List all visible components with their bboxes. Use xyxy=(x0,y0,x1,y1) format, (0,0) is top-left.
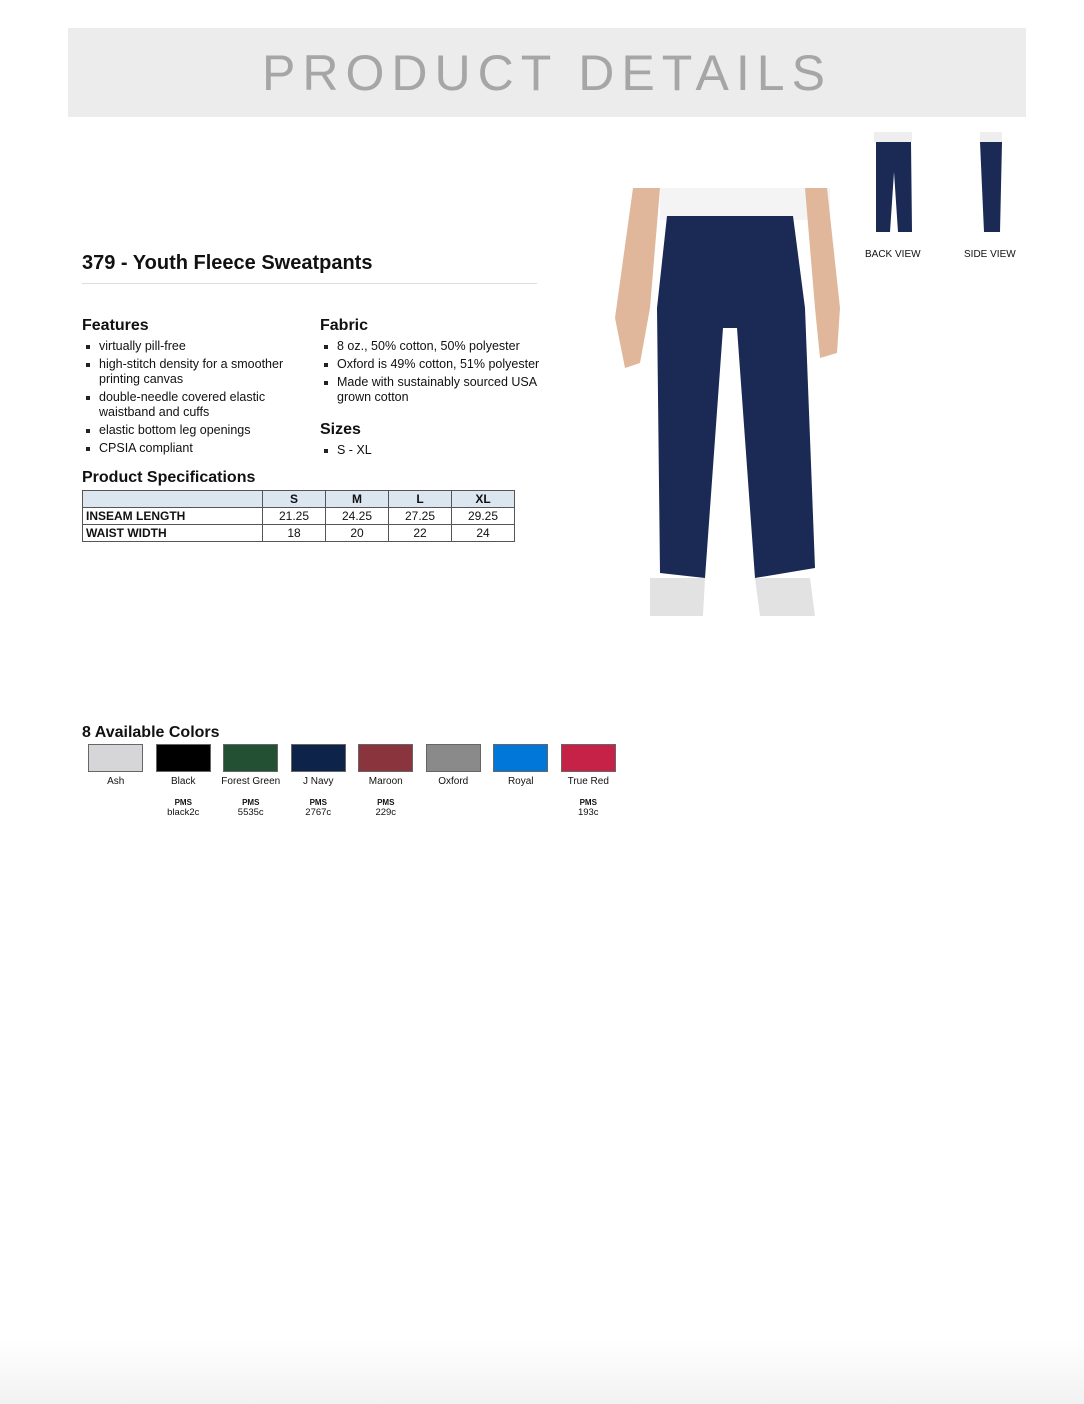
features-heading: Features xyxy=(82,317,149,334)
pms-label: PMS xyxy=(242,798,260,807)
swatch-box[interactable] xyxy=(358,744,413,772)
table-row xyxy=(83,508,515,525)
swatch-box[interactable] xyxy=(223,744,278,772)
pms-value: 229c xyxy=(375,807,397,818)
specs-table xyxy=(82,490,515,542)
list-item: CPSIA compliant xyxy=(82,441,297,456)
colors-heading: 8 Available Colors xyxy=(82,724,220,741)
back-view-label: BACK VIEW xyxy=(865,249,921,260)
list-item: Oxford is 49% cotton, 51% polyester xyxy=(320,357,545,372)
cell: 29.25 xyxy=(452,508,515,525)
col-header: S xyxy=(263,491,326,508)
color-name: Ash xyxy=(107,776,125,787)
list-item: S - XL xyxy=(320,443,520,458)
table-row xyxy=(83,525,515,542)
color-swatch[interactable] xyxy=(555,744,623,818)
color-swatch[interactable] xyxy=(150,744,218,818)
color-swatch[interactable] xyxy=(217,744,285,818)
swatch-box[interactable] xyxy=(156,744,211,772)
color-name: Royal xyxy=(507,776,534,787)
color-swatches xyxy=(82,744,622,818)
header-banner xyxy=(68,28,1026,117)
pms-value: black2c xyxy=(167,807,200,818)
row-label: WAIST WIDTH xyxy=(83,525,263,542)
corner-cell xyxy=(83,491,263,508)
cell: 22 xyxy=(389,525,452,542)
product-title: 379 - Youth Fleece Sweatpants xyxy=(82,252,373,274)
swatch-box[interactable] xyxy=(88,744,143,772)
color-name: Oxford xyxy=(438,776,469,787)
list-item: Made with sustainably sourced USA grown cotton xyxy=(320,375,545,405)
fabric-heading: Fabric xyxy=(320,317,369,334)
list-item: 8 oz., 50% cotton, 50% polyester xyxy=(320,339,545,354)
color-name: J Navy xyxy=(302,776,334,787)
sizes-list xyxy=(320,443,520,461)
sizes-heading: Sizes xyxy=(320,421,361,438)
pms-label: PMS xyxy=(377,798,395,807)
specs-heading: Product Specifications xyxy=(82,469,256,486)
pms-label: PMS xyxy=(309,798,327,807)
features-list xyxy=(82,339,297,459)
cell: 24 xyxy=(452,525,515,542)
row-label: INSEAM LENGTH xyxy=(83,508,263,525)
fabric-list xyxy=(320,339,545,408)
color-swatch[interactable] xyxy=(420,744,488,818)
pms-value: 5535c xyxy=(237,807,264,818)
pms-value: 193c xyxy=(577,807,599,818)
product-front-image xyxy=(605,188,845,623)
pms-label: PMS xyxy=(579,798,597,807)
side-view-image[interactable] xyxy=(972,132,1012,242)
color-name: Maroon xyxy=(368,776,403,787)
swatch-box[interactable] xyxy=(291,744,346,772)
list-item: virtually pill-free xyxy=(82,339,297,354)
color-name: Black xyxy=(171,776,196,787)
col-header: L xyxy=(389,491,452,508)
cell: 27.25 xyxy=(389,508,452,525)
pms-label: PMS xyxy=(174,798,192,807)
color-swatch[interactable] xyxy=(285,744,353,818)
color-swatch[interactable] xyxy=(487,744,555,818)
color-swatch[interactable] xyxy=(82,744,150,818)
cell: 21.25 xyxy=(263,508,326,525)
swatch-box[interactable] xyxy=(561,744,616,772)
page-title: PRODUCT DETAILS xyxy=(262,44,832,101)
cell: 18 xyxy=(263,525,326,542)
color-name: Forest Green xyxy=(221,776,281,787)
swatch-box[interactable] xyxy=(493,744,548,772)
color-swatch[interactable] xyxy=(352,744,420,818)
list-item: double-needle covered elastic waistband and cuffs xyxy=(82,390,297,420)
list-item: high-stitch density for a smoother printing canvas xyxy=(82,357,297,387)
col-header: XL xyxy=(452,491,515,508)
col-header: M xyxy=(326,491,389,508)
cell: 20 xyxy=(326,525,389,542)
pms-value: 2767c xyxy=(305,807,332,818)
swatch-box[interactable] xyxy=(426,744,481,772)
color-name: True Red xyxy=(567,776,609,787)
side-view-label: SIDE VIEW xyxy=(964,249,1016,260)
back-view-image[interactable] xyxy=(866,132,921,242)
divider xyxy=(82,283,537,284)
cell: 24.25 xyxy=(326,508,389,525)
list-item: elastic bottom leg openings xyxy=(82,423,297,438)
